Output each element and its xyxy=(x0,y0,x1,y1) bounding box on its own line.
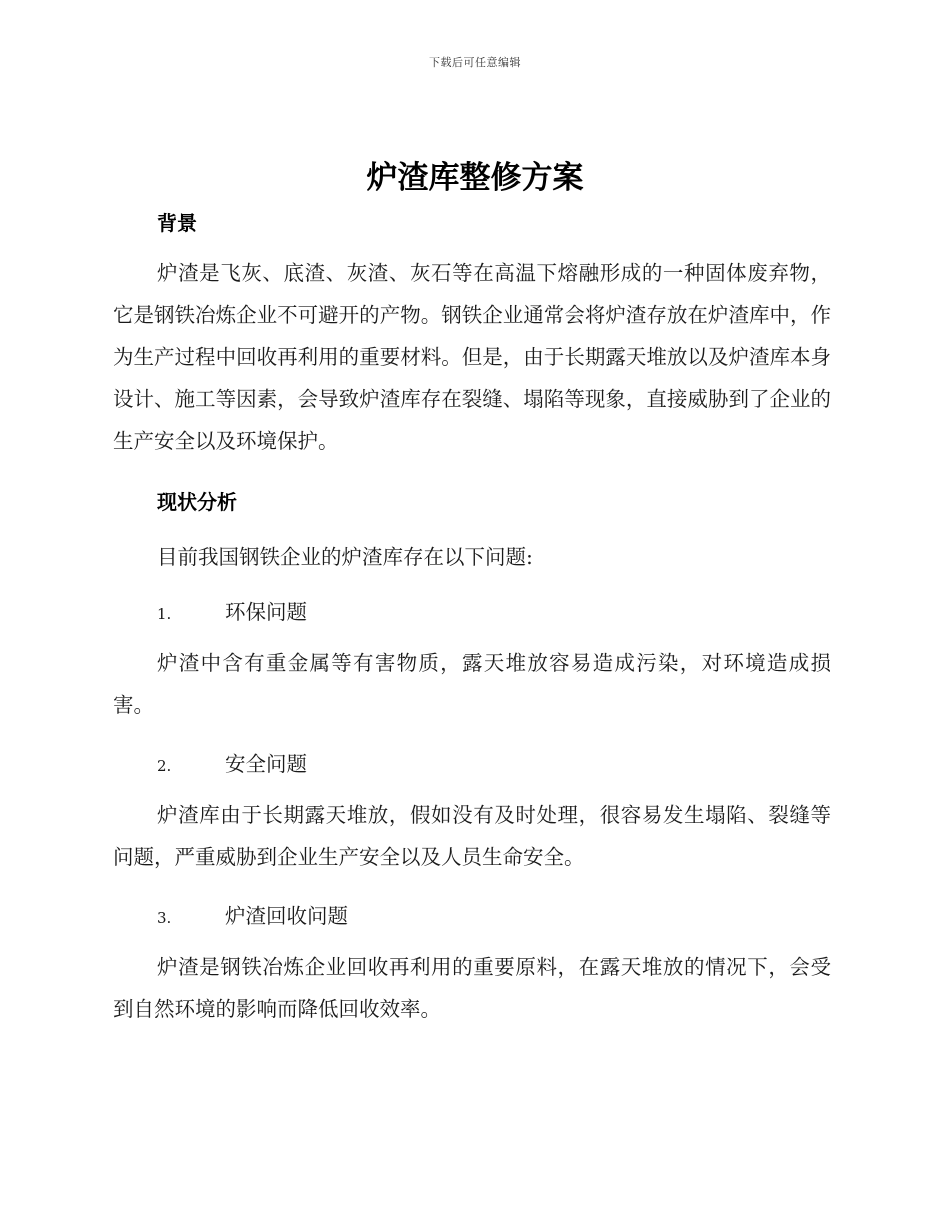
list-number: 1. xyxy=(157,605,172,623)
section-heading-background: 背景 xyxy=(157,211,197,235)
background-paragraph: 炉渣是飞灰、底渣、灰渣、灰石等在高温下熔融形成的一种固体废弃物，它是钢铁冶炼企业不可避开的产物。钢铁企业通常会将炉渣存放在炉渣库中，作为生产过程中回收再利用的重要材料。但是，由于长期露天堆放以及炉渣库本身设计、施工等因素，会导致炉渣库存在裂缝、塌陷等现象，直接威胁到了企业的生产安全以及环境保护。 xyxy=(113,261,831,453)
page-header-note: 下载后可任意编辑 xyxy=(429,56,521,69)
section-heading-analysis: 现状分析 xyxy=(157,490,237,514)
list-label: 炉渣回收问题 xyxy=(225,904,348,928)
analysis-intro: 目前我国钢铁企业的炉渣库存在以下问题: xyxy=(157,545,533,569)
list-number: 2. xyxy=(157,757,172,775)
environment-paragraph: 炉渣中含有重金属等有害物质，露天堆放容易造成污染，对环境造成损害。 xyxy=(113,651,831,717)
list-label: 安全问题 xyxy=(225,752,307,776)
recycling-paragraph: 炉渣是钢铁冶炼企业回收再利用的重要原料，在露天堆放的情况下，会受到自然环境的影响而降低回收效率。 xyxy=(113,955,831,1021)
safety-paragraph: 炉渣库由于长期露天堆放，假如没有及时处理，很容易发生塌陷、裂缝等问题，严重威胁到企业生产安全以及人员生命安全。 xyxy=(113,803,831,869)
list-label: 环保问题 xyxy=(225,600,307,624)
list-item-safety xyxy=(157,747,307,777)
document-title: 炉渣库整修方案 xyxy=(366,160,584,196)
list-item-environment xyxy=(157,595,307,625)
list-item-recycling xyxy=(157,899,348,929)
list-number: 3. xyxy=(157,909,172,927)
